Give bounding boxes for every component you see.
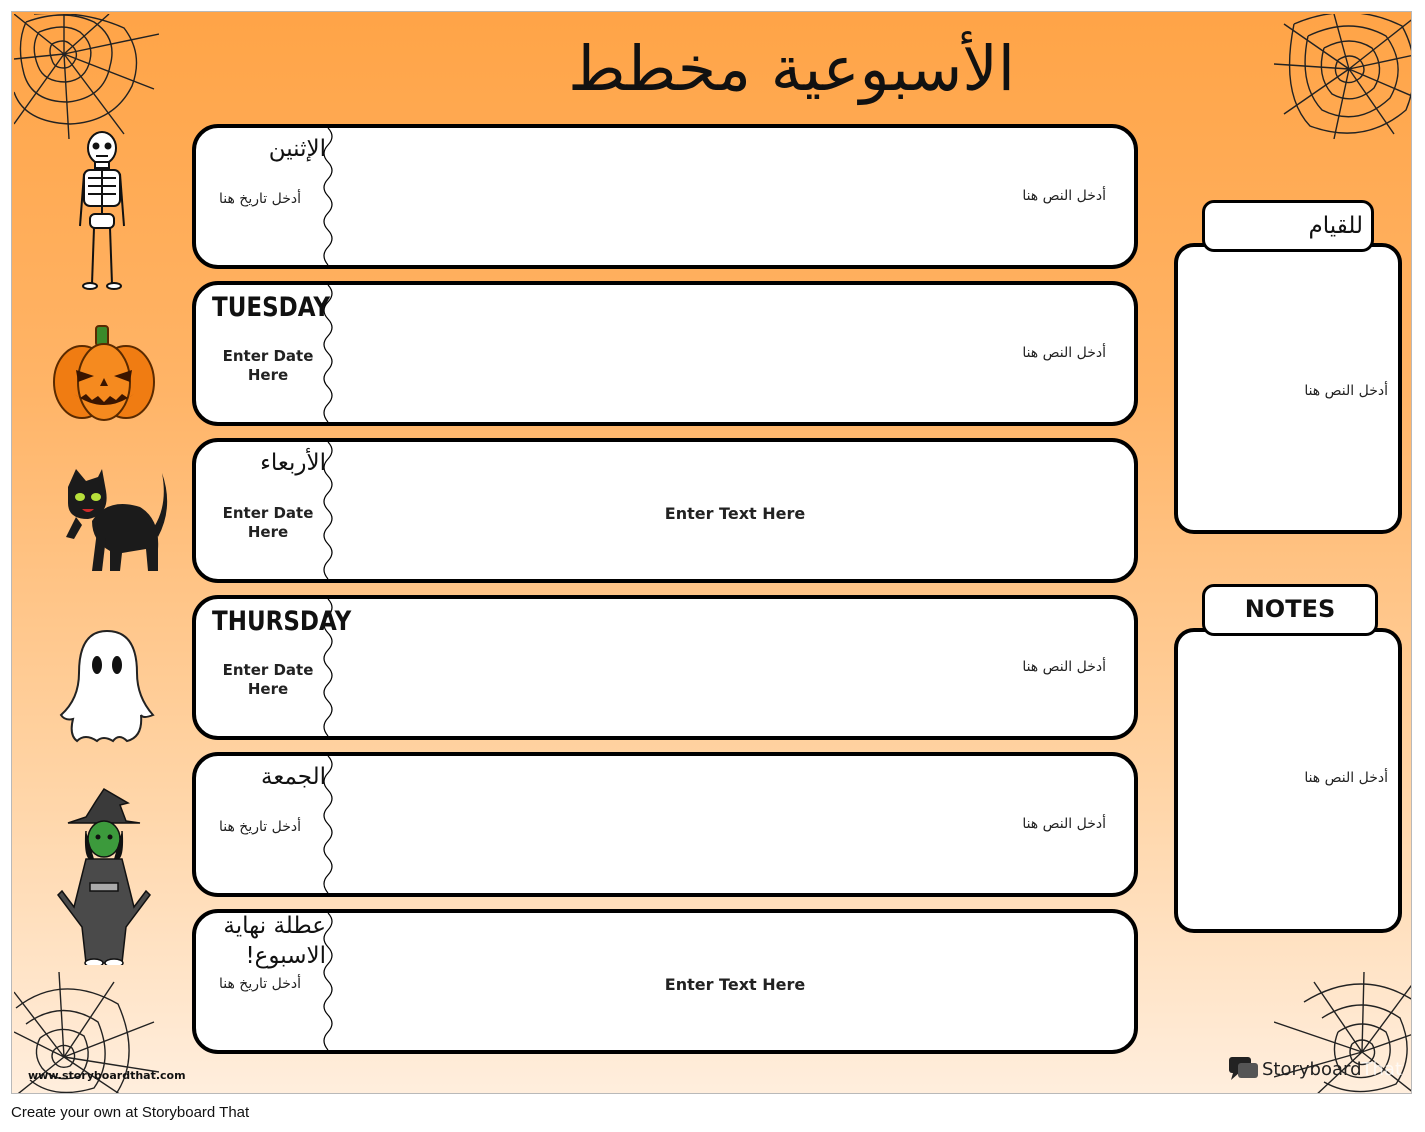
worksheet: [11, 11, 1412, 1094]
day-date-field[interactable]: Enter Date Here: [222, 661, 314, 698]
day-card-tuesday: [192, 281, 1138, 426]
logo-word-storyboard: Storyboard: [1262, 1059, 1362, 1080]
day-text-field[interactable]: Enter Text Here: [664, 975, 806, 994]
day-card-wednesday: [192, 438, 1138, 583]
day-text-field[interactable]: أدخل النص هنا: [1022, 345, 1106, 361]
day-name: THURSDAY: [212, 607, 352, 637]
day-name: الإثنين: [268, 136, 326, 162]
jack-o-lantern-illustration: [52, 324, 156, 422]
todo-tab: [1202, 200, 1374, 252]
day-date-field[interactable]: أدخل تاريخ هنا: [218, 976, 301, 992]
page-title: الأسبوعية مخطط: [568, 32, 1015, 105]
logo-word-that: That: [1361, 1059, 1403, 1080]
speech-bubble-icon: [1228, 1056, 1260, 1082]
day-card-weekend: [192, 909, 1138, 1054]
notes-label: NOTES: [1244, 595, 1336, 623]
day-date-field[interactable]: Enter Date Here: [222, 347, 314, 384]
day-name: الأربعاء: [260, 450, 326, 476]
day-date-field[interactable]: أدخل تاريخ هنا: [218, 819, 301, 835]
black-cat-illustration: [62, 467, 174, 573]
skeleton-illustration: [74, 130, 134, 292]
day-text-field[interactable]: أدخل النص هنا: [1022, 659, 1106, 675]
todo-box[interactable]: [1174, 243, 1402, 534]
storyboardthat-logo: [1228, 1056, 1403, 1084]
day-name: عطلة نهاية الاسبوع!: [223, 913, 326, 969]
witch-illustration: [56, 787, 152, 965]
todo-label: للقيام: [1308, 213, 1363, 239]
watermark-url: www.storyboardthat.com: [28, 1069, 186, 1082]
day-card-friday: [192, 752, 1138, 897]
day-date-field[interactable]: Enter Date Here: [222, 504, 314, 541]
day-text-field[interactable]: أدخل النص هنا: [1022, 816, 1106, 832]
ghost-illustration: [57, 627, 157, 745]
notes-box[interactable]: [1174, 628, 1402, 933]
day-date-field[interactable]: أدخل تاريخ هنا: [218, 191, 301, 207]
day-card-monday: [192, 124, 1138, 269]
day-name: الجمعة: [261, 764, 326, 790]
footer-text[interactable]: Create your own at Storyboard That: [11, 1104, 250, 1121]
day-text-field[interactable]: أدخل النص هنا: [1022, 188, 1106, 204]
day-card-thursday: [192, 595, 1138, 740]
day-text-field[interactable]: Enter Text Here: [664, 504, 806, 523]
notes-text-field[interactable]: أدخل النص هنا: [1304, 770, 1388, 786]
day-name: TUESDAY: [212, 293, 330, 323]
todo-text-field[interactable]: أدخل النص هنا: [1304, 383, 1388, 399]
notes-tab: [1202, 584, 1378, 636]
